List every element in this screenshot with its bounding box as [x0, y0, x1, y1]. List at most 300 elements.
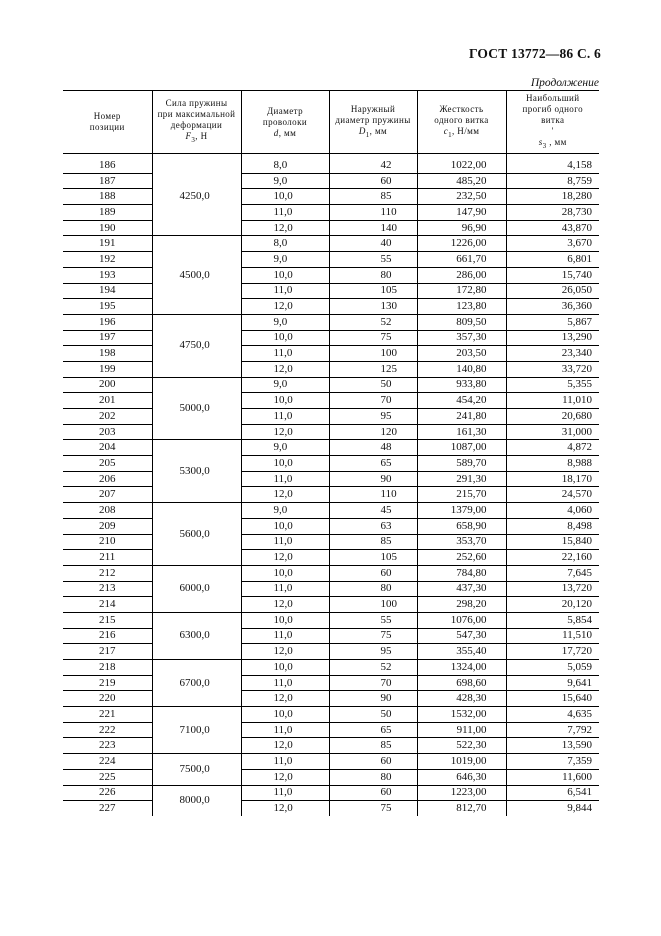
table-row	[63, 691, 599, 707]
position-number-cell: 219	[63, 675, 152, 691]
wire-diameter-cell: 9,0	[241, 314, 329, 330]
column-header-line: одного витка	[434, 114, 489, 125]
stiffness-cell: 485,20	[417, 173, 506, 189]
table-row	[63, 267, 599, 283]
stiffness-cell: 646,30	[417, 769, 506, 785]
wire-diameter-cell: 8,0	[241, 236, 329, 252]
deflection-cell: 9,641	[506, 675, 599, 691]
wire-diameter-cell: 11,0	[241, 346, 329, 362]
table-row	[63, 440, 599, 456]
outer-diameter-cell: 60	[329, 785, 417, 801]
column-header-line: Наружный	[350, 103, 396, 114]
deflection-cell: 31,000	[506, 424, 599, 440]
position-number-cell: 204	[63, 440, 152, 456]
stiffness-cell: 1019,00	[417, 754, 506, 770]
table-row	[63, 518, 599, 534]
column-header-symbol: c	[443, 125, 449, 136]
outer-diameter-cell: 52	[329, 660, 417, 676]
deflection-cell: 4,060	[506, 503, 599, 519]
stiffness-cell: 589,70	[417, 456, 506, 472]
position-number-cell: 201	[63, 393, 152, 409]
stiffness-cell: 215,70	[417, 487, 506, 503]
table-row	[63, 393, 599, 409]
table-row	[63, 252, 599, 268]
outer-diameter-cell: 52	[329, 314, 417, 330]
position-number-cell: 199	[63, 361, 152, 377]
table-row	[63, 707, 599, 723]
stiffness-cell: 123,80	[417, 299, 506, 315]
table-row	[63, 314, 599, 330]
table-row	[63, 801, 599, 816]
wire-diameter-cell: 11,0	[241, 628, 329, 644]
table-row	[63, 644, 599, 660]
outer-diameter-cell: 63	[329, 518, 417, 534]
table-row	[63, 236, 599, 252]
outer-diameter-cell: 60	[329, 565, 417, 581]
wire-diameter-cell: 10,0	[241, 330, 329, 346]
stiffness-cell: 161,30	[417, 424, 506, 440]
outer-diameter-cell: 55	[329, 612, 417, 628]
table-row	[63, 487, 599, 503]
outer-diameter-cell: 45	[329, 503, 417, 519]
page-header: ГОСТ 13772—86 С. 6	[468, 46, 601, 61]
wire-diameter-cell: 11,0	[241, 581, 329, 597]
table-row	[63, 597, 599, 613]
table-row	[63, 471, 599, 487]
table-row	[63, 612, 599, 628]
outer-diameter-cell: 70	[329, 393, 417, 409]
deflection-cell: 5,854	[506, 612, 599, 628]
outer-diameter-cell: 140	[329, 220, 417, 236]
outer-diameter-cell: 105	[329, 550, 417, 566]
deflection-cell: 11,600	[506, 769, 599, 785]
column-header-line: при максимальной	[157, 109, 236, 120]
springs-table	[63, 90, 599, 816]
wire-diameter-cell: 12,0	[241, 361, 329, 377]
stiffness-cell: 252,60	[417, 550, 506, 566]
stiffness-cell: 809,50	[417, 314, 506, 330]
table-body	[63, 154, 599, 816]
position-number-cell: 223	[63, 738, 152, 754]
position-number-cell: 225	[63, 769, 152, 785]
column-header	[506, 91, 599, 154]
wire-diameter-cell: 10,0	[241, 518, 329, 534]
spring-force-cell: 4500,0	[152, 236, 241, 314]
deflection-cell: 6,801	[506, 252, 599, 268]
stiffness-cell: 1022,00	[417, 158, 506, 173]
wire-diameter-cell: 8,0	[241, 158, 329, 173]
position-number-cell: 209	[63, 518, 152, 534]
position-number-cell: 197	[63, 330, 152, 346]
table-row	[63, 534, 599, 550]
outer-diameter-cell: 90	[329, 471, 417, 487]
wire-diameter-cell: 12,0	[241, 801, 329, 816]
position-number-cell: 211	[63, 550, 152, 566]
deflection-cell: 7,359	[506, 754, 599, 770]
deflection-cell: 4,635	[506, 707, 599, 723]
position-number-cell: 192	[63, 252, 152, 268]
wire-diameter-cell: 9,0	[241, 440, 329, 456]
wire-diameter-cell: 12,0	[241, 769, 329, 785]
position-number-cell: 213	[63, 581, 152, 597]
stiffness-cell: 140,80	[417, 361, 506, 377]
stiffness-cell: 172,80	[417, 283, 506, 299]
outer-diameter-cell: 70	[329, 675, 417, 691]
table-row	[63, 205, 599, 221]
position-number-cell: 216	[63, 628, 152, 644]
deflection-cell: 6,541	[506, 785, 599, 801]
position-number-cell: 227	[99, 802, 116, 815]
table-row	[63, 675, 599, 691]
deflection-cell: 9,844	[506, 801, 599, 816]
outer-diameter-cell: 80	[329, 267, 417, 283]
column-header-subscript: 1	[448, 130, 452, 139]
wire-diameter-cell: 11,0	[241, 283, 329, 299]
column-header-symbol: F	[185, 131, 192, 142]
column-header-line: '	[551, 125, 554, 136]
stiffness-cell: 291,30	[417, 471, 506, 487]
table-row	[63, 220, 599, 236]
table-row	[63, 377, 599, 393]
stiffness-cell: 784,80	[417, 565, 506, 581]
outer-diameter-cell: 100	[329, 346, 417, 362]
stiffness-cell: 1226,00	[417, 236, 506, 252]
wire-diameter-cell: 12,0	[241, 550, 329, 566]
stiffness-cell: 1379,00	[417, 503, 506, 519]
column-header-line: Наибольший	[526, 92, 580, 103]
stiffness-cell: 1532,00	[417, 707, 506, 723]
stiffness-cell: 1076,00	[417, 612, 506, 628]
stiffness-cell: 203,50	[417, 346, 506, 362]
stiffness-cell: 437,30	[417, 581, 506, 597]
stiffness-cell: 547,30	[417, 628, 506, 644]
position-number-cell: 186	[63, 158, 152, 173]
outer-diameter-cell: 60	[329, 173, 417, 189]
deflection-cell: 28,730	[506, 205, 599, 221]
wire-diameter-cell: 10,0	[241, 393, 329, 409]
stiffness-cell: 812,70	[417, 801, 506, 816]
wire-diameter-cell: 12,0	[241, 644, 329, 660]
spring-force-cell: 5000,0	[152, 377, 241, 440]
deflection-cell: 8,988	[506, 456, 599, 472]
table-row	[63, 785, 599, 801]
deflection-cell: 5,059	[506, 660, 599, 676]
column-header-line: прогиб одного	[522, 103, 583, 114]
deflection-cell: 36,360	[506, 299, 599, 315]
wire-diameter-cell: 11,0	[241, 722, 329, 738]
position-number-cell: 200	[63, 377, 152, 393]
position-number-cell: 196	[63, 314, 152, 330]
wire-diameter-cell: 9,0	[241, 377, 329, 393]
wire-diameter-cell: 12,0	[241, 738, 329, 754]
deflection-cell: 13,590	[506, 738, 599, 754]
column-header-subscript: 1	[365, 130, 370, 139]
wire-diameter-cell: 11,0	[241, 754, 329, 770]
table-row	[63, 722, 599, 738]
stiffness-cell: 428,30	[417, 691, 506, 707]
deflection-cell: 7,645	[506, 565, 599, 581]
stiffness-cell: 1087,00	[417, 440, 506, 456]
deflection-cell: 15,740	[506, 267, 599, 283]
deflection-cell: 13,290	[506, 330, 599, 346]
position-number-cell: 217	[63, 644, 152, 660]
outer-diameter-cell: 80	[329, 769, 417, 785]
wire-diameter-cell: 11,0	[241, 675, 329, 691]
spring-force-cell: 8000,0	[152, 785, 241, 816]
deflection-cell: 20,680	[506, 409, 599, 425]
outer-diameter-cell: 125	[329, 361, 417, 377]
wire-diameter-cell: 12,0	[241, 424, 329, 440]
column-header-line: Номер	[93, 111, 121, 121]
wire-diameter-cell: 11,0	[241, 409, 329, 425]
table-row	[63, 299, 599, 315]
column-header-symbol: d	[273, 127, 279, 138]
column-header-line: Сила пружины	[165, 98, 228, 109]
wire-diameter-cell: 11,0	[241, 785, 329, 801]
table-row	[63, 361, 599, 377]
outer-diameter-cell: 40	[329, 236, 417, 252]
stiffness-cell: 353,70	[417, 534, 506, 550]
deflection-cell: 26,050	[506, 283, 599, 299]
column-header-line: витка	[541, 114, 565, 125]
position-number-cell: 222	[63, 722, 152, 738]
deflection-cell: 5,867	[506, 314, 599, 330]
position-number-cell: 215	[63, 612, 152, 628]
column-header	[152, 91, 241, 154]
deflection-cell: 15,640	[506, 691, 599, 707]
wire-diameter-cell: 12,0	[241, 597, 329, 613]
table-row	[63, 503, 599, 519]
wire-diameter-cell: 9,0	[241, 503, 329, 519]
table-row	[63, 628, 599, 644]
deflection-cell: 33,720	[506, 361, 599, 377]
outer-diameter-cell: 42	[329, 158, 417, 173]
wire-diameter-cell: 10,0	[241, 456, 329, 472]
position-number-cell: 212	[63, 565, 152, 581]
deflection-cell: 23,340	[506, 346, 599, 362]
table-row	[63, 581, 599, 597]
position-number-cell: 189	[63, 205, 152, 221]
table-row	[63, 660, 599, 676]
column-header	[329, 91, 417, 154]
position-number-cell: 202	[63, 409, 152, 425]
column-header-unit: , мм	[546, 136, 567, 147]
stiffness-cell: 1324,00	[417, 660, 506, 676]
deflection-cell: 20,120	[506, 597, 599, 613]
wire-diameter-cell: 10,0	[241, 612, 329, 628]
spring-force-cell: 7100,0	[152, 707, 241, 754]
wire-diameter-cell: 10,0	[241, 565, 329, 581]
position-number-cell: 190	[63, 220, 152, 236]
position-number-cell: 221	[63, 707, 152, 723]
column-header-unit: , Н/мм	[452, 125, 480, 136]
wire-diameter-cell: 10,0	[241, 267, 329, 283]
position-number-cell: 226	[63, 785, 152, 801]
position-number-cell: 218	[63, 660, 152, 676]
deflection-cell: 22,160	[506, 550, 599, 566]
spring-force-cell: 5300,0	[152, 440, 241, 503]
outer-diameter-cell: 65	[329, 722, 417, 738]
table-row	[63, 738, 599, 754]
deflection-cell: 18,170	[506, 471, 599, 487]
position-number-cell: 195	[63, 299, 152, 315]
outer-diameter-cell: 110	[329, 205, 417, 221]
wire-diameter-cell: 12,0	[241, 691, 329, 707]
deflection-cell: 43,870	[506, 220, 599, 236]
wire-diameter-cell: 10,0	[241, 660, 329, 676]
table-row	[63, 456, 599, 472]
table-row	[63, 283, 599, 299]
position-number-cell: 208	[63, 503, 152, 519]
position-number-cell: 206	[63, 471, 152, 487]
deflection-cell: 17,720	[506, 644, 599, 660]
stiffness-cell: 232,50	[417, 189, 506, 205]
deflection-cell: 5,355	[506, 377, 599, 393]
spring-force-cell: 5600,0	[152, 503, 241, 566]
wire-diameter-cell: 12,0	[241, 487, 329, 503]
stiffness-cell: 355,40	[417, 644, 506, 660]
table-row	[63, 346, 599, 362]
stiffness-cell: 147,90	[417, 205, 506, 221]
deflection-cell: 8,498	[506, 518, 599, 534]
outer-diameter-cell: 65	[329, 456, 417, 472]
position-number-cell: 207	[63, 487, 152, 503]
stiffness-cell: 698,60	[417, 675, 506, 691]
stiffness-cell: 522,30	[417, 738, 506, 754]
outer-diameter-cell: 50	[329, 377, 417, 393]
outer-diameter-cell: 50	[329, 707, 417, 723]
wire-diameter-cell: 11,0	[241, 205, 329, 221]
deflection-cell: 13,720	[506, 581, 599, 597]
wire-diameter-cell: 9,0	[241, 252, 329, 268]
outer-diameter-cell: 105	[329, 283, 417, 299]
spring-force-cell: 7500,0	[152, 754, 241, 785]
table-header-row	[63, 91, 599, 154]
column-header-symbol: s	[538, 136, 543, 147]
deflection-cell: 8,759	[506, 173, 599, 189]
table-row	[63, 330, 599, 346]
stiffness-cell: 241,80	[417, 409, 506, 425]
position-number-cell: 188	[63, 189, 152, 205]
table-row	[63, 565, 599, 581]
spring-force-cell: 6300,0	[152, 612, 241, 659]
column-header-line: проволоки	[262, 116, 308, 127]
outer-diameter-cell: 80	[329, 581, 417, 597]
position-number-cell: 220	[63, 691, 152, 707]
spring-force-cell: 6700,0	[152, 660, 241, 707]
stiffness-cell: 298,20	[417, 597, 506, 613]
table-row	[63, 409, 599, 425]
wire-diameter-cell: 11,0	[241, 534, 329, 550]
spring-force-cell: 4250,0	[152, 158, 241, 236]
deflection-cell: 11,010	[506, 393, 599, 409]
position-number-cell: 194	[63, 283, 152, 299]
deflection-cell: 3,670	[506, 236, 599, 252]
column-header	[63, 91, 152, 154]
stiffness-cell: 661,70	[417, 252, 506, 268]
stiffness-cell: 286,00	[417, 267, 506, 283]
deflection-cell: 7,792	[506, 722, 599, 738]
column-header-line: деформации	[170, 120, 223, 131]
outer-diameter-cell: 48	[329, 440, 417, 456]
wire-diameter-cell: 12,0	[241, 220, 329, 236]
position-number-cell: 191	[63, 236, 152, 252]
stiffness-cell: 454,20	[417, 393, 506, 409]
position-number-cell: 198	[63, 346, 152, 362]
outer-diameter-cell: 60	[329, 754, 417, 770]
outer-diameter-cell: 100	[329, 597, 417, 613]
position-number-cell: 193	[63, 267, 152, 283]
table-row	[63, 173, 599, 189]
column-header-line: Жесткость	[439, 103, 484, 114]
table-row	[63, 550, 599, 566]
deflection-cell: 11,510	[506, 628, 599, 644]
outer-diameter-cell: 110	[329, 487, 417, 503]
position-number-cell: 203	[63, 424, 152, 440]
position-number-cell: 205	[63, 456, 152, 472]
column-header-line: позиции	[89, 122, 125, 132]
column-header-unit: , Н	[195, 131, 208, 142]
spring-force-cell: 4750,0	[152, 314, 241, 377]
wire-diameter-cell: 10,0	[241, 189, 329, 205]
column-header-line: диаметр пружины	[335, 114, 411, 125]
column-header	[241, 91, 329, 154]
position-number-cell: 214	[63, 597, 152, 613]
outer-diameter-cell: 85	[329, 534, 417, 550]
column-header-unit: , мм	[278, 127, 297, 138]
outer-diameter-cell: 95	[329, 644, 417, 660]
outer-diameter-cell: 90	[329, 691, 417, 707]
column-header-unit: , мм	[369, 125, 388, 136]
stiffness-cell: 933,80	[417, 377, 506, 393]
wire-diameter-cell: 11,0	[241, 471, 329, 487]
outer-diameter-cell: 95	[329, 409, 417, 425]
table-row	[63, 189, 599, 205]
outer-diameter-cell: 120	[329, 424, 417, 440]
table-row	[63, 754, 599, 770]
deflection-cell: 24,570	[506, 487, 599, 503]
outer-diameter-cell: 75	[329, 801, 417, 816]
wire-diameter-cell: 9,0	[241, 173, 329, 189]
stiffness-cell: 96,90	[417, 220, 506, 236]
outer-diameter-cell: 75	[329, 628, 417, 644]
deflection-cell: 4,158	[506, 158, 599, 173]
outer-diameter-cell: 55	[329, 252, 417, 268]
position-number-cell: 210	[63, 534, 152, 550]
outer-diameter-cell: 130	[329, 299, 417, 315]
wire-diameter-cell: 10,0	[241, 707, 329, 723]
spring-force-cell: 6000,0	[152, 565, 241, 612]
table-row	[63, 424, 599, 440]
column-header-line: Диаметр	[267, 105, 303, 116]
deflection-cell: 15,840	[506, 534, 599, 550]
column-header	[417, 91, 506, 154]
stiffness-cell: 911,00	[417, 722, 506, 738]
outer-diameter-cell: 85	[329, 189, 417, 205]
outer-diameter-cell: 85	[329, 738, 417, 754]
table-row	[63, 158, 599, 173]
deflection-cell: 4,872	[506, 440, 599, 456]
position-number-cell: 187	[63, 173, 152, 189]
deflection-cell: 18,280	[506, 189, 599, 205]
continuation-label: Продолжение	[530, 77, 599, 89]
wire-diameter-cell: 12,0	[241, 299, 329, 315]
column-header-subscript: 3	[542, 141, 547, 150]
stiffness-cell: 658,90	[417, 518, 506, 534]
table-row	[63, 769, 599, 785]
column-header-symbol: D	[358, 125, 366, 136]
stiffness-cell: 1223,00	[417, 785, 506, 801]
